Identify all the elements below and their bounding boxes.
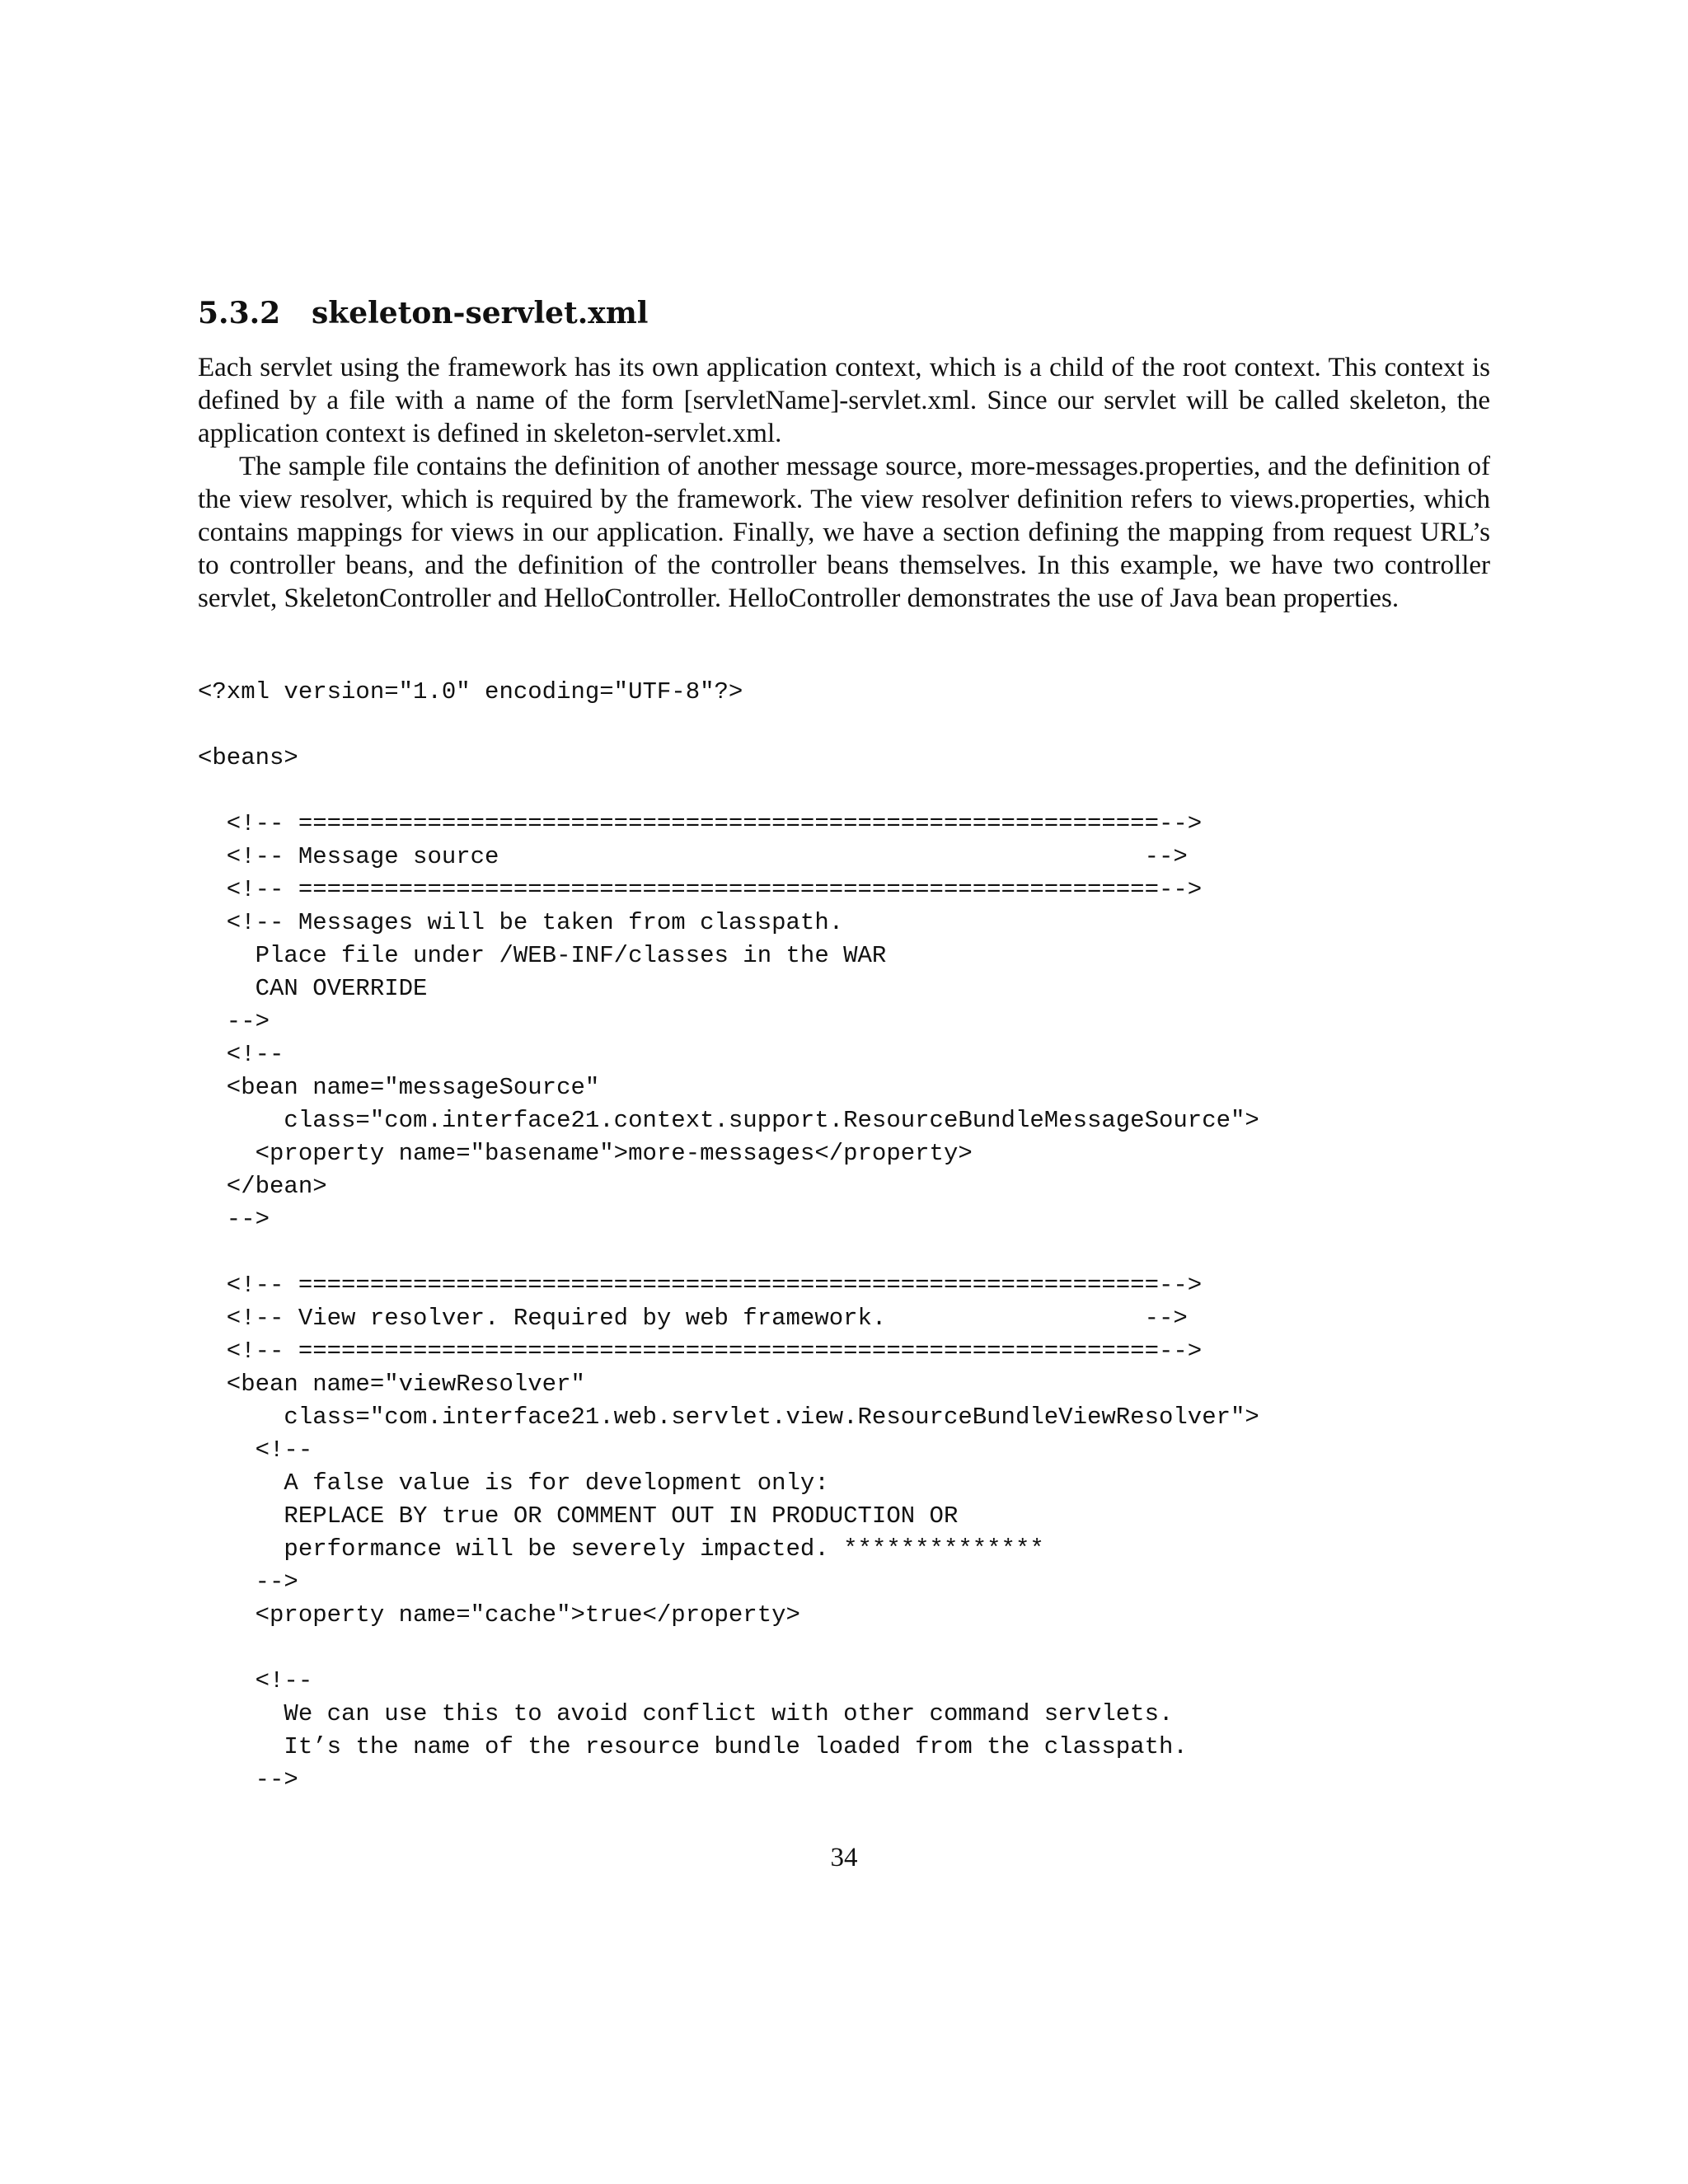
code-line: <!-- Message source -->: [198, 843, 1188, 870]
section-heading: [198, 293, 648, 333]
paragraph: The sample file contains the definition of another message source, more-messages.properties, and the definition of the view resolver, which is required by the framework. The view resolver definition refers to views.properties, which contains mappings for views in our application. Finally, we have a section defining the mapping from request URL’s to controller beans, and the definition of the controller beans themselves. In this example, we have two controller servlet, SkeletonController and HelloController. HelloController demonstrates the use of Java bean properties.: [198, 452, 1490, 613]
code-line: class="com.interface21.web.servlet.view.ResourceBundleViewResolver">: [198, 1404, 1259, 1431]
code-line: <!--: [198, 1436, 313, 1464]
code-line: [198, 775, 1517, 808]
code-line: REPLACE BY true OR COMMENT OUT IN PRODUCTION OR: [198, 1502, 959, 1530]
code-line: [198, 1236, 1517, 1269]
code-line: A false value is for development only:: [198, 1469, 829, 1497]
body-text: [198, 351, 1490, 615]
page-number: 34: [830, 1843, 858, 1872]
code-line: class="com.interface21.context.support.ResourceBundleMessageSource">: [198, 1107, 1259, 1134]
code-listing: [198, 676, 1517, 1797]
code-line: <!--: [198, 1041, 284, 1068]
code-line: [198, 709, 1517, 742]
code-line: </bean>: [198, 1173, 327, 1200]
code-line: We can use this to avoid conflict with other command servlets.: [198, 1700, 1174, 1727]
code-line: <beans>: [198, 744, 298, 771]
code-line: <!-- ============================================================-->: [198, 810, 1203, 837]
code-line: -->: [198, 1008, 270, 1035]
code-line: -->: [198, 1766, 298, 1793]
section-title: skeleton-servlet.xml: [312, 296, 649, 330]
code-line: It’s the name of the resource bundle loaded from the classpath.: [198, 1733, 1188, 1760]
code-line: CAN OVERRIDE: [198, 975, 428, 1002]
code-line: [198, 1632, 1517, 1665]
code-line: performance will be severely impacted. **************: [198, 1535, 1044, 1563]
code-line: <bean name="messageSource": [198, 1074, 600, 1101]
code-line: Place file under /WEB-INF/classes in the WAR: [198, 942, 887, 969]
code-line: -->: [198, 1568, 298, 1596]
section-number: 5.3.2: [198, 296, 281, 330]
code-line: <!-- Messages will be taken from classpath.: [198, 909, 844, 936]
paragraph: Each servlet using the framework has its own application context, which is a child of the root context. This context is defined by a file with a name of the form [servletName]-servlet.xml. Since our servlet will be called skeleton, the application context is defined in skeleton-servlet.xml.: [198, 353, 1490, 448]
code-line: <!--: [198, 1667, 313, 1694]
code-line: <property name="cache">true</property>: [198, 1601, 800, 1629]
code-line: <!-- ============================================================-->: [198, 1272, 1203, 1299]
code-line: <!-- View resolver. Required by web framework. -->: [198, 1305, 1188, 1332]
code-line: -->: [198, 1206, 270, 1233]
code-line: <property name="basename">more-messages</property>: [198, 1140, 973, 1167]
code-line: <?xml version="1.0" encoding="UTF-8"?>: [198, 678, 743, 705]
code-line: <!-- ============================================================-->: [198, 876, 1203, 903]
code-line: <!-- ============================================================-->: [198, 1338, 1203, 1365]
code-line: <bean name="viewResolver": [198, 1371, 585, 1398]
